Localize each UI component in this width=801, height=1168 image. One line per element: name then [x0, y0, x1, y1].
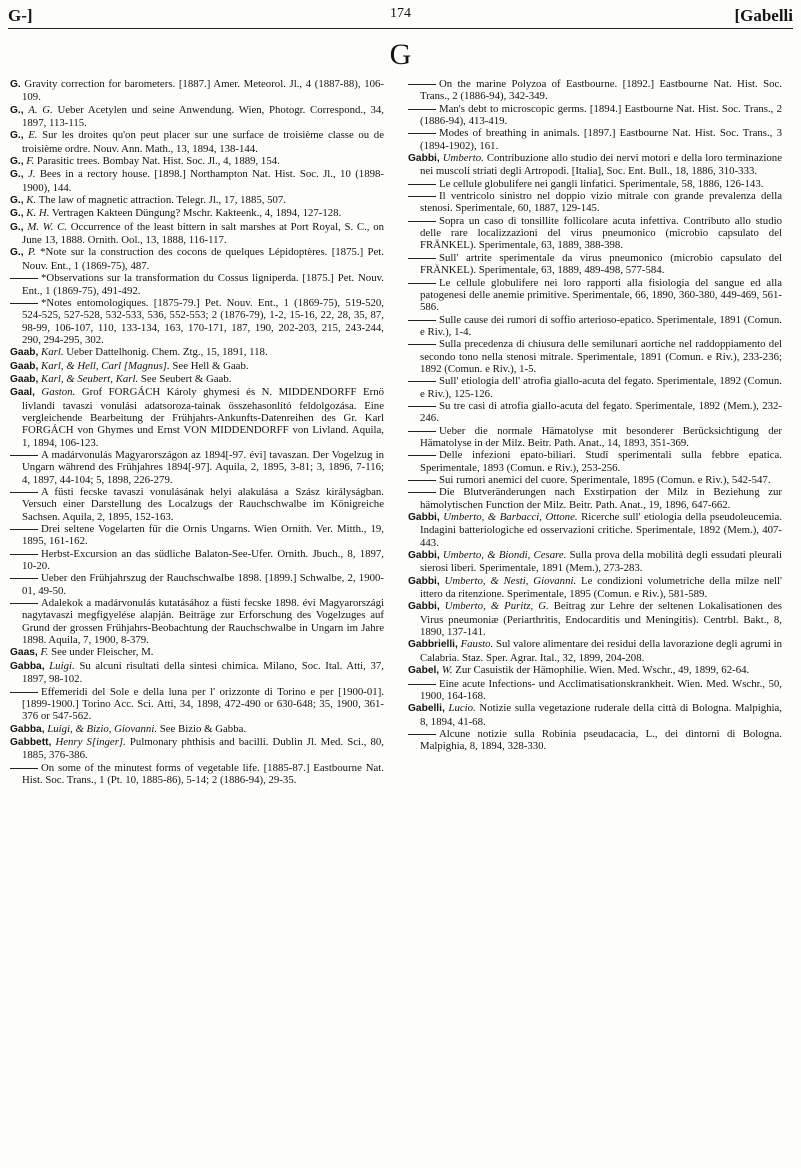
ditto-dash: [10, 278, 38, 279]
bibliography-entry: [10, 272, 384, 297]
entry-name: G.,: [10, 208, 24, 220]
entry-text: Ueber die normale Hämatolyse mit besonderer Berücksichtigung der Hämatolyse in der Milz. Beitr. Path. Anat., 14, 1893, 351-369.: [420, 424, 782, 449]
ditto-dash: [408, 258, 436, 259]
entry-text: See under Fleischer, M.: [51, 646, 154, 659]
entry-author: Luigi.: [49, 659, 75, 672]
entry-text: Bees in a rectory house. [1898.] Northampton Nat. Hist. Soc. Jl., 10 (1898-1900), 144.: [22, 168, 385, 194]
page-header: [8, 6, 793, 28]
entry-name: Gabbi,: [408, 601, 440, 613]
ditto-dash: [408, 133, 436, 134]
entry-name: Gabbi,: [408, 153, 440, 165]
entry-text: Sulla precedenza di chiusura delle semilunari aortiche nel raddoppiamento del secondo tono nella stenosi mitrale. Sperimentale, 1891 (Comun. e Riv.), 233-236; 1892 (Comun. e Riv.), 1-5.: [420, 338, 782, 375]
entry-text: *Note sur la construction des cocons de quelques Lépidoptères. [1875.] Pet. Nouv. Ent., 1 (1869-75), 487.: [22, 246, 384, 272]
entry-author: Luigi, & Bizio, Giovanni.: [47, 722, 158, 735]
ditto-dash: [10, 492, 38, 493]
entry-text: Il ventricolo sinistro nel doppio vizio mitrale con grande prevalenza della stenosi. Sperimentale, 60, 1887, 129-145.: [420, 190, 782, 215]
entry-name: Gabel,: [408, 665, 440, 677]
entry-name: Gabbett,: [10, 736, 52, 748]
entry-text: *Observations sur la transformation du Cossus ligniperda. [1875.] Pet. Nouv. Ent., 1 (1869-75), 491-492.: [22, 272, 384, 297]
ditto-dash: [408, 221, 436, 222]
entry-author: F.: [40, 646, 49, 659]
entry-text: Effemeridi del Sole e della luna per l' orizzonte di Torino e per [1900-01]. [1899-1900.] Torino Acc. Sci. Atti, 34, 1898, 472-490 or 630-648; 35, 1900, 361-376 or 547-562.: [22, 685, 384, 723]
entry-name: Gaab,: [10, 347, 39, 359]
bibliography-entry: [408, 449, 782, 474]
entry-author: Gaston.: [41, 386, 76, 399]
bibliography-entry: [10, 572, 384, 597]
bibliography-entry: [10, 129, 384, 155]
entry-text: Sulle cause dei rumori di soffio arterioso-epatico. Sperimentale, 1891 (Comun. e Riv.), 1-4.: [420, 313, 782, 338]
bibliography-entry: [408, 575, 782, 601]
bibliography-entry: [10, 486, 384, 523]
entry-author: Karl, & Seubert, Karl.: [41, 372, 139, 385]
bibliography-entry: [10, 646, 384, 659]
entry-author: Umberto.: [442, 152, 484, 165]
ditto-dash: [10, 603, 38, 604]
entry-text: See Seubert & Gaab.: [140, 372, 232, 385]
entry-text: Occurrence of the least bittern in salt marshes at Port Royal, S. C., on June 13, 1888. Ornith. Ool., 13, 1888, 116-117.: [22, 220, 384, 247]
header-rule: [8, 28, 793, 29]
entry-text: Ricerche sull' etiologia della pseudoleucemia. Indagini batteriologiche ed osservazioni critiche. Sperimentale, 1892 (Mem.), 407-443.: [420, 511, 783, 549]
entry-author: Henry S[inger].: [55, 735, 126, 748]
bibliography-entry: [10, 597, 384, 646]
entry-text: Grof FORGÁCH Károly ghymesi és N. MIDDENDORFF Ernö livlandi tavaszi vonulási adatsoroza-tainak összehasonlító feldolgozása. Eine vergleichende Bearbeitung der Frühjahrs-Ankunfts-Datenreihen des Gr. Karl FORGÁCH von Ghymes und Ernst VON MIDDENDORFF von Livland. Aquila, 1, 1894, 106-123.: [22, 386, 384, 449]
bibliography-entry: [10, 762, 384, 787]
bibliography-entry: [408, 474, 782, 486]
entry-text: Alcune notizie sulla Robinia pseudacacia, L., dei dintorni di Bologna. Malpighia, 8, 1894, 328-330.: [420, 727, 782, 753]
bibliography-entry: [10, 155, 384, 168]
entry-author: Umberto, & Nesti, Giovanni.: [444, 574, 577, 587]
entry-name: Gabbrielli,: [408, 639, 458, 651]
ditto-dash: [10, 692, 38, 693]
bibliography-entry: [408, 277, 782, 314]
entry-text: Su tre casi di atrofia giallo-acuta del fegato. Sperimentale, 1892 (Mem.), 232-246.: [420, 399, 782, 425]
entry-text: Sulla prova della mobilità degli essudati pleurali sierosi liberi. Sperimentale, 1891 (Mem.), 273-283.: [420, 549, 782, 575]
entry-name: G.,: [10, 247, 24, 259]
entry-text: Die Blutveränderungen nach Exstirpation der Milz in Beziehung zur hämolytischen Function der Milz. Beitr. Path. Anat., 19, 1896, 647-662.: [420, 486, 782, 511]
section-letter: G: [389, 38, 412, 71]
entry-name: G.,: [10, 195, 24, 207]
entry-author: Umberto, & Puritz, G.: [444, 600, 549, 613]
ditto-dash: [408, 196, 436, 197]
entry-author: Lucio.: [448, 702, 476, 715]
entry-name: Gaas,: [10, 647, 38, 659]
ditto-dash: [408, 109, 436, 110]
entry-text: See Hell & Gaab.: [172, 359, 249, 372]
ditto-dash: [408, 84, 436, 85]
entry-text: Ueber Acetylen und seine Anwendung. Wien, Photogr. Correspond., 34, 1897, 113-115.: [22, 103, 384, 130]
entry-name: G.,: [10, 221, 24, 233]
ditto-dash: [408, 455, 436, 456]
bibliography-entry: [10, 660, 384, 686]
entry-author: Karl, & Hell, Carl [Magnus].: [41, 359, 170, 372]
ditto-dash: [10, 455, 38, 456]
bibliography-entry: [10, 686, 384, 723]
entry-text: See Bizio & Gabba.: [159, 722, 247, 735]
entry-name: Gaab,: [10, 360, 39, 372]
entry-text: Parasitic trees. Bombay Nat. Hist. Soc. Jl., 4, 1889, 154.: [36, 155, 280, 168]
bibliography-entry: [10, 346, 384, 359]
entry-name: Gabbi,: [408, 575, 440, 587]
left-column: [10, 78, 384, 786]
entry-name: Gaab,: [10, 373, 39, 385]
bibliography-entry: [10, 194, 384, 207]
entry-name: G.: [10, 79, 21, 90]
bibliography-entry: [408, 678, 782, 703]
bibliography-entry: [10, 373, 384, 386]
entry-text: Delle infezioni epato-biliari. Studî sperimentali sulla febbre epatica. Sperimentale, 1893 (Comun. e Riv.), 253-256.: [420, 449, 782, 474]
entry-author: Umberto, & Barbacci, Ottone.: [443, 511, 578, 524]
entry-name: Gabba,: [10, 723, 45, 735]
ditto-dash: [10, 554, 38, 555]
bibliography-entry: [408, 702, 782, 728]
bibliography-entry: [408, 375, 782, 400]
entry-author: K. H.: [26, 207, 50, 220]
bibliography-entry: [10, 449, 384, 486]
entry-text: Zur Casuistik der Hämophilie. Wien. Med. Wschr., 49, 1899, 62-64.: [455, 664, 750, 677]
entry-text: Eine acute Infections- und Acclimatisationskrankheit. Wien. Med. Wschr., 50, 1900, 164-168.: [420, 677, 782, 702]
entry-author: Umberto, & Biondi, Cesare.: [442, 549, 567, 562]
bibliography-entry: [408, 127, 782, 152]
bibliography-entry: [10, 736, 384, 762]
entry-text: Vertragen Kakteen Düngung? Mschr. Kakteenk., 4, 1894, 127-128.: [51, 207, 342, 220]
entry-text: A madárvonulás Magyarországon az 1894[-97. évi] tavaszan. Der Vogelzug in Ungarn während des Frühjahres 1894[-97]. Aquila, 2, 1895, 3-81; 3, 1896, 7-116; 4, 1897, 44-104; 5, 1898, 226-279.: [22, 448, 384, 486]
bibliography-entry: [10, 297, 384, 346]
entry-text: On some of the minutest forms of vegetable life. [1885-87.] Eastbourne Nat. Hist. Soc. Trans., 1 (Pt. 10, 1885-86), 5-14; 2 (1886-94), 29-35.: [22, 761, 384, 786]
ditto-dash: [408, 431, 436, 432]
entry-author: P.: [27, 246, 36, 259]
entry-author: Fausto.: [460, 638, 494, 651]
bibliography-entry: [408, 338, 782, 375]
entry-author: K.: [26, 194, 37, 207]
bibliography-entry: [408, 215, 782, 252]
header-right: [Gabelli: [734, 6, 793, 25]
entry-author: W.: [441, 664, 453, 677]
header-left: G-]: [8, 6, 33, 25]
bibliography-entry: [408, 252, 782, 277]
page-number: 174: [390, 6, 411, 21]
entry-name: Gabbi,: [408, 550, 440, 562]
bibliography-entry: [408, 78, 782, 103]
entry-text: Le cellule globulifere nei loro rapporti alla fisiologia del sangue ed alla patogenesi delle anemie primitive. Sperimentale, 66, 1890, 360-380, 449-469, 561-586.: [420, 276, 782, 314]
entry-author: M. W. C.: [27, 220, 68, 233]
ditto-dash: [408, 344, 436, 345]
entry-text: Adalekok a madárvonulás kutatásához a füsti fecske 1898. évi Magyarországi nagytavaszi megfigyelése alapján. Beiträge zur Erforschung des Vogelzuges auf Grund der grossen Frühjahrs-Beobachtung der Rauchschwalbe in Ungarn im Jahre 1898. Aquila, 7, 1900, 8-379.: [22, 597, 384, 647]
ditto-dash: [408, 684, 436, 685]
entry-text: Beitrag zur Lehre der seltenen Lokalisationen des Virus pneumoniæ (Periarthritis, Endocarditis und Meningitis). Centrbl. Bakt., 8, 1890, 137-141.: [420, 600, 783, 639]
entry-text: Drei seltene Vogelarten für die Ornis Ungarns. Wien Ornith. Ver. Mitth., 19, 1895, 161-162.: [22, 523, 384, 548]
ditto-dash: [408, 734, 436, 735]
entry-name: Gabba,: [10, 660, 45, 672]
ditto-dash: [10, 578, 38, 579]
entry-text: On the marine Polyzoa of Eastbourne. [1892.] Eastbourne Nat. Hist. Soc. Trans., 2 (1886-94), 342-349.: [420, 78, 782, 103]
bibliography-entry: [408, 152, 782, 178]
bibliography-entry: [10, 168, 384, 194]
entry-text: Contribuzione allo studio dei nervi motori e della loro terminazione nei muscoli striati degli Artropodi. [Italia], Soc. Ent. Bull., 18, 1886, 310-333.: [420, 152, 782, 178]
bibliography-entry: [10, 78, 384, 104]
bibliography-entry: [10, 104, 384, 130]
ditto-dash: [10, 529, 38, 530]
ditto-dash: [408, 480, 436, 481]
ditto-dash: [408, 492, 436, 493]
entry-text: Sull' artrite sperimentale da virus pneumonico (microbio capsulato del FRÄNKEL). Sperimentale, 63, 1889, 489-498, 577-584.: [420, 251, 782, 277]
entry-text: Modes of breathing in animals. [1897.] Eastbourne Nat. Hist. Soc. Trans., 3 (1894-1902), 161.: [420, 127, 782, 152]
bibliography-entry: [408, 178, 782, 190]
entry-text: The law of magnetic attraction. Telegr. Jl., 17, 1885, 507.: [38, 194, 287, 207]
entry-text: Herbst-Excursion an das südliche Balaton-See-Ufer. Ornith. Jbuch., 8, 1897, 10-20.: [22, 547, 384, 573]
bibliography-entry: [10, 207, 384, 220]
bibliography-entry: [10, 221, 384, 247]
bibliography-entry: [10, 246, 384, 272]
bibliography-entry: [10, 523, 384, 548]
bibliography-entry: [408, 600, 782, 638]
entry-text: Sur les droites qu'on peut placer sur une surface de troisième classe ou de troisième ordre. Nouv. Ann. Math., 13, 1894, 138-144.: [22, 129, 384, 155]
ditto-dash: [408, 283, 436, 284]
entry-author: F.: [26, 155, 35, 168]
entry-text: Ueber Dattelhonig. Chem. Ztg., 15, 1891, 118.: [66, 346, 268, 359]
bibliography-entry: [408, 425, 782, 450]
entry-author: Karl.: [41, 346, 64, 359]
entry-name: Gabbi,: [408, 512, 440, 524]
entry-author: J.: [27, 168, 36, 181]
entry-text: Su alcuni risultati della sintesi chimica. Milano, Soc. Ital. Atti, 37, 1897, 98-102.: [22, 659, 384, 686]
entry-text: Pulmonary phthisis and bacilli. Dublin Jl. Med. Sci., 80, 1885, 376-386.: [22, 735, 385, 762]
bibliography-entry: [408, 664, 782, 677]
bibliography-entry: [408, 486, 782, 511]
entry-text: Gravity correction for barometers. [1887.] Amer. Meteorol. Jl., 4 (1887-88), 106-109.: [22, 78, 384, 104]
bibliography-entry: [408, 728, 782, 753]
bibliography-entry: [10, 386, 384, 449]
ditto-dash: [10, 303, 38, 304]
entry-text: Le cellule globulifere nei gangli linfatici. Sperimentale, 58, 1886, 126-143.: [439, 177, 764, 190]
ditto-dash: [10, 768, 38, 769]
entry-author: E.: [28, 129, 38, 142]
bibliography-entry: [10, 723, 384, 736]
ditto-dash: [408, 184, 436, 185]
ditto-dash: [408, 406, 436, 407]
entry-name: Gabelli,: [408, 703, 445, 715]
entry-text: Ueber den Frühjahrszug der Rauchschwalbe 1898. [1899.] Schwalbe, 2, 1900-01, 49-50.: [22, 572, 384, 597]
entry-name: G.,: [10, 104, 24, 116]
entry-text: A füsti fecske tavaszi vonulásának helyi alakulása a Szász királyságban. Versuch einer Darstellung des Localzugs der Rauchschwalbe im Königreiche Sachsen. Aquila, 2, 1895, 152-163.: [22, 486, 384, 523]
entry-text: Man's debt to microscopic germs. [1894.] Eastbourne Nat. Hist. Soc. Trans., 2 (1886-94), 413-419.: [420, 102, 782, 128]
entry-text: Le condizioni volumetriche della milze nell' ittero da ritenzione. Sperimentale, 1895 (Comun. e Riv.), 581-589.: [420, 574, 783, 601]
bibliography-entry: [408, 190, 782, 215]
right-column: [408, 78, 782, 753]
bibliography-entry: [408, 103, 782, 128]
bibliography-entry: [10, 360, 384, 373]
ditto-dash: [408, 320, 436, 321]
bibliography-entry: [408, 549, 782, 575]
entry-author: A. G.: [28, 103, 53, 116]
entry-text: Sul valore alimentare dei residui della lavorazione degli agrumi in Calabria. Staz. Sper. Agrar. Ital., 32, 1899, 204-208.: [420, 638, 782, 664]
entry-name: Gaal,: [10, 387, 35, 399]
bibliography-entry: [408, 638, 782, 664]
entry-text: Sull' etiologia dell' atrofia giallo-acuta del fegato. Sperimentale, 1892 (Comun. e Riv.), 125-126.: [420, 375, 782, 400]
bibliography-entry: [408, 314, 782, 339]
entry-name: G.,: [10, 130, 24, 142]
bibliography-entry: [408, 400, 782, 425]
entry-text: Sui rumori anemici del cuore. Sperimentale, 1895 (Comun. e Riv.), 542-547.: [439, 474, 771, 486]
entry-name: G.,: [10, 169, 24, 181]
bibliography-entry: [10, 548, 384, 573]
entry-text: Notizie sulla vegetazione ruderale della città di Bologna. Malpighia, 8, 1894, 41-68.: [420, 702, 783, 728]
entry-text: *Notes entomologiques. [1875-79.] Pet. Nouv. Ent., 1 (1869-75), 519-520, 524-525, 527-528, 532-533, 536, 552-553; 2 (1876-79), 1-2, 15-16, 22, 28, 35, 87, 98-99, 106-107, 110, 133-134, 163, 170-171, 187, 190, 202-203, 215, 243-244, 290, 294-295, 302.: [22, 296, 384, 346]
entry-name: G.,: [10, 156, 24, 168]
ditto-dash: [408, 381, 436, 382]
entry-text: Sopra un caso di tonsillite follicolare acuta infettiva. Contributo allo studio delle rare localizzazioni del virus pneumonico (microbio capsulato del FRÄNKEL). Sperimentale, 63, 1889, 388-398.: [420, 214, 782, 252]
bibliography-entry: [408, 511, 782, 549]
